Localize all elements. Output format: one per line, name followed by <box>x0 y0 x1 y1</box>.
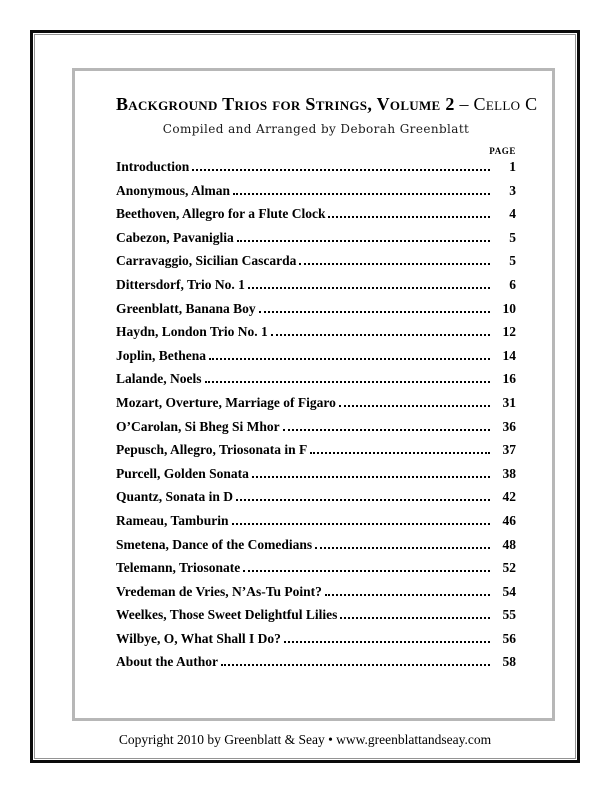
toc-entry-title: Quantz, Sonata in D <box>116 489 234 505</box>
toc-entry-page-number: 10 <box>502 300 516 316</box>
toc-entry-title: About the Author <box>116 654 219 670</box>
toc-leader-dots <box>232 523 490 525</box>
toc-leader-dots <box>271 334 490 336</box>
toc-entry-page-number: 42 <box>502 489 516 505</box>
toc-entry-page-number: 37 <box>502 442 516 458</box>
toc-entry-page-number: 4 <box>509 206 516 222</box>
toc-entry-page-number: 6 <box>509 276 516 292</box>
toc-entry <box>116 467 516 481</box>
toc-entry-title: Pepusch, Allegro, Triosonata in F <box>116 442 308 458</box>
toc-leader-dots <box>252 476 490 478</box>
toc-entry-page-number: 31 <box>502 394 516 410</box>
toc-list <box>116 160 516 669</box>
toc-entry-title: Haydn, London Trio No. 1 <box>116 324 268 340</box>
page-title-main: Background Trios for Strings, Volume 2 <box>116 94 455 114</box>
inner-frame-line <box>34 34 576 759</box>
page-title <box>116 93 538 115</box>
toc-leader-dots <box>236 499 490 501</box>
toc-leader-dots <box>325 594 490 596</box>
toc-entry-page-number: 1 <box>509 159 516 174</box>
toc-entry-title: Joplin, Bethena <box>116 347 207 363</box>
toc-entry <box>116 608 516 622</box>
page-column-header: PAGE <box>489 146 516 156</box>
toc-entry <box>116 490 516 504</box>
outer-black-frame <box>30 30 580 763</box>
toc-leader-dots <box>259 311 490 313</box>
toc-entry <box>116 278 516 292</box>
toc-leader-dots <box>209 358 490 360</box>
copyright-footer: Copyright 2010 by Greenblatt & Seay • www.greenblattandseay.com <box>118 732 492 747</box>
toc-entry-page-number: 5 <box>509 253 516 269</box>
toc-entry-title: Anonymous, Alman <box>116 182 231 198</box>
toc-leader-dots <box>284 641 490 643</box>
toc-leader-dots <box>248 287 490 289</box>
toc-entry-page-number: 16 <box>502 371 516 387</box>
toc-entry-page-number: 3 <box>509 182 516 198</box>
toc-leader-dots <box>315 547 490 549</box>
toc-leader-dots <box>339 405 490 407</box>
toc-entry-page-number: 52 <box>502 560 516 576</box>
toc-entry <box>116 207 516 221</box>
toc-entry-title: Smetena, Dance of the Comedians <box>116 536 313 552</box>
toc-entry-title: Mozart, Overture, Marriage of Figaro <box>116 394 336 410</box>
toc-entry <box>116 538 516 552</box>
toc-entry <box>116 302 516 316</box>
toc-leader-dots <box>233 193 490 195</box>
toc-entry-title: Telemann, Triosonate <box>116 560 241 576</box>
content-box <box>72 68 555 721</box>
toc-leader-dots <box>299 263 490 265</box>
toc-leader-dots <box>192 169 490 171</box>
toc-leader-dots <box>205 381 490 383</box>
toc-entry-title: Cabezon, Pavaniglia <box>116 229 234 245</box>
toc-entry-page-number: 46 <box>502 512 516 528</box>
toc-entry <box>116 561 516 575</box>
toc-leader-dots <box>328 216 490 218</box>
toc-entry-page-number: 36 <box>502 418 516 434</box>
toc-entry-page-number: 55 <box>502 607 516 623</box>
toc-entry-title: Weelkes, Those Sweet Delightful Lilies <box>116 607 338 623</box>
toc-entry-page-number: 38 <box>502 465 516 481</box>
toc-entry-title: Rameau, Tamburin <box>116 512 229 528</box>
toc-entry-page-number: 56 <box>502 630 516 646</box>
toc-leader-dots <box>310 452 490 454</box>
toc-entry-title: Greenblatt, Banana Boy <box>116 300 256 316</box>
toc-entry <box>116 514 516 528</box>
toc-leader-dots <box>243 570 490 572</box>
toc-entry-page-number: 58 <box>502 654 516 670</box>
toc-entry-title: Wilbye, O, What Shall I Do? <box>116 630 281 646</box>
page-title-separator: – <box>454 94 474 114</box>
toc-entry <box>116 632 516 646</box>
toc-leader-dots <box>340 617 490 619</box>
toc-entry <box>116 231 516 245</box>
toc-leader-dots <box>221 664 490 666</box>
toc-entry-page-number: 5 <box>509 229 516 245</box>
toc-entry <box>116 585 516 599</box>
toc-entry-title: Introduction <box>116 159 190 174</box>
toc-entry-page-number: 14 <box>502 347 516 363</box>
toc-entry <box>116 420 516 434</box>
toc-entry-title: O’Carolan, Si Bheg Si Mhor <box>116 418 280 434</box>
toc-entry <box>116 325 516 339</box>
toc-entry-title: Dittersdorf, Trio No. 1 <box>116 276 245 292</box>
toc-entry <box>116 443 516 457</box>
toc-leader-dots <box>283 429 490 431</box>
toc-entry <box>116 160 516 174</box>
toc-entry <box>116 184 516 198</box>
toc-leader-dots <box>237 240 490 242</box>
toc-entry <box>116 254 516 268</box>
toc-entry-title: Carravaggio, Sicilian Cascarda <box>116 253 297 269</box>
toc-entry-page-number: 54 <box>502 583 516 599</box>
toc-entry-page-number: 48 <box>502 536 516 552</box>
toc-entry-title: Lalande, Noels <box>116 371 202 387</box>
toc-entry-title: Vredeman de Vries, N’As-Tu Point? <box>116 583 322 599</box>
toc-entry <box>116 396 516 410</box>
toc-entry-page-number: 12 <box>502 324 516 340</box>
toc-entry <box>116 372 516 386</box>
toc-entry-title: Purcell, Golden Sonata <box>116 465 249 481</box>
toc-entry-title: Beethoven, Allegro for a Flute Clock <box>116 206 326 222</box>
page-title-part: Cello C <box>473 94 538 114</box>
toc-entry <box>116 349 516 363</box>
page-subtitle: Compiled and Arranged by Deborah Greenblatt <box>162 122 470 136</box>
toc-entry <box>116 655 516 669</box>
